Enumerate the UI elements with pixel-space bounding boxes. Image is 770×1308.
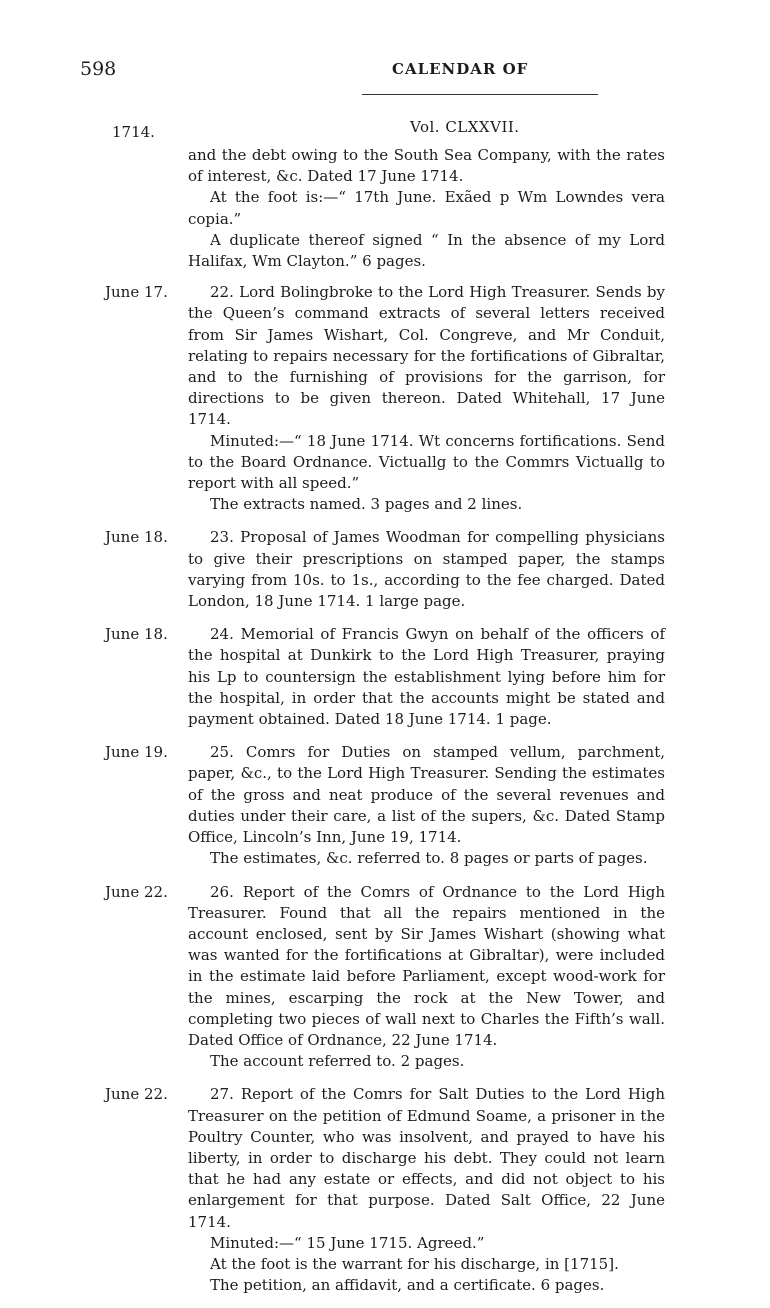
volume-title: Vol. CLXXVII.: [410, 118, 520, 136]
calendar-entry-22: [0, 282, 770, 515]
entry-date: June 17.: [105, 283, 168, 302]
calendar-entry-continuation: [0, 145, 770, 272]
calendar-entries: [0, 145, 770, 1308]
entry-paragraph: 25. Comrs for Duties on stamped vellum, parchment, paper, &c., to the Lord High Treasurer. Sending the estimates of the gross and neat produce of the several revenues and duties under their care, a list of the supers, &c. Dated Stamp Office, Lincoln’s Inn, June 19, 1714.: [188, 743, 665, 847]
calendar-entry-24: [0, 624, 770, 730]
entry-date: June 19.: [105, 743, 168, 762]
entry-paragraph: At the foot is:—“ 17th June. Exãed p Wm Lowndes vera copia.”: [188, 188, 665, 228]
calendar-entry-27: [0, 1084, 770, 1296]
entry-paragraph: The extracts named. 3 pages and 2 lines.: [210, 495, 523, 514]
entry-minute: Minuted:—“ 18 June 1714. Wt concerns fortifications. Send to the Board Ordnance. Victuallg to the Commrs Victuallg to report with all speed.”: [188, 431, 665, 493]
entry-paragraph: 24. Memorial of Francis Gwyn on behalf of the officers of the hospital at Dunkirk to the Lord High Treasurer, praying his Lp to countersign the establishment lying before him for the hospital, in order that the accounts might be stated and payment obtained. Dated 18 June 1714. 1 page.: [188, 625, 665, 729]
entry-paragraph: The estimates, &c. referred to. 8 pages or parts of pages.: [210, 849, 648, 868]
entry-date: June 22.: [105, 882, 168, 901]
header-rule: [362, 94, 598, 95]
entry-paragraph: 22. Lord Bolingbroke to the Lord High Treasurer. Sends by the Queen’s command extracts of several letters received from Sir James Wishart, Col. Congreve, and Mr Conduit, relating to repairs necessary for the fortifications of Gibraltar, and to the furnishing of provisions for the garrison, for directions to be given thereon. Dated Whitehall, 17 June 1714.: [188, 283, 665, 429]
calendar-entry-25: [0, 742, 770, 869]
entry-paragraph: and the debt owing to the South Sea Company, with the rates of interest, &c. Dated 17 June 1714.: [188, 146, 665, 186]
running-title: CALENDAR OF: [392, 60, 529, 78]
entry-paragraph: 27. Report of the Comrs for Salt Duties to the Lord High Treasurer on the petition of Edmund Soame, a prisoner in the Poultry Counter, who was insolvent, and prayed to have his liberty, in order to discharge his debt. They could not learn that he had any estate or effects, and did not object to his enlargement for that purpose. Dated Salt Office, 22 June 1714.: [188, 1085, 665, 1231]
entry-paragraph: The account referred to. 2 pages.: [210, 1052, 465, 1071]
entry-minute: Minuted:—“ 15 June 1715. Agreed.”: [210, 1233, 485, 1252]
entry-date: June 18.: [105, 528, 168, 547]
entry-date: June 18.: [105, 625, 168, 644]
entry-date: June 22.: [105, 1085, 168, 1104]
entry-paragraph: At the foot is the warrant for his discharge, in [1715].: [210, 1254, 619, 1273]
calendar-entry-23: [0, 527, 770, 612]
entry-paragraph: 26. Report of the Comrs of Ordnance to the Lord High Treasurer. Found that all the repairs mentioned in the account enclosed, sent by Sir James Wishart (showing what was wanted for the fortifications at Gibraltar), were included in the estimate laid before Parliament, except wood-work for the mines, escarping the rock at the New Tower, and completing two pieces of wall next to Charles the Fifth’s wall. Dated Office of Ordnance, 22 June 1714.: [188, 882, 665, 1049]
entry-paragraph: The petition, an affidavit, and a certificate. 6 pages.: [210, 1276, 605, 1295]
entry-paragraph: 23. Proposal of James Woodman for compelling physicians to give their prescriptions on stamped paper, the stamps varying from 10s. to 1s., according to the fee charged. Dated London, 18 June 1714. 1 large page.: [188, 528, 665, 611]
page-header: [0, 58, 770, 88]
year-label: 1714.: [112, 123, 155, 141]
entry-paragraph: A duplicate thereof signed “ In the absence of my Lord Halifax, Wm Clayton.” 6 pages.: [188, 230, 665, 271]
page-number: 598: [80, 58, 117, 80]
calendar-entry-26: [0, 882, 770, 1073]
